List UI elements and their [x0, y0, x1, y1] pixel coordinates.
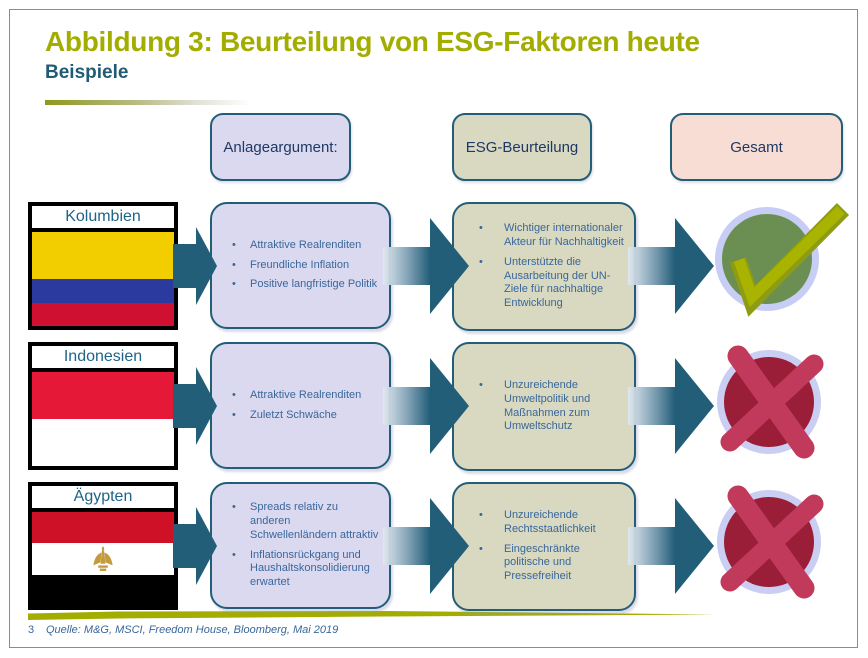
page-number: 3 — [28, 624, 35, 636]
country-label: Ägypten — [32, 486, 174, 512]
flag-block-indonesia — [28, 342, 178, 470]
country-row-aegypten — [0, 482, 868, 612]
arrow-right-icon — [628, 498, 714, 594]
column-header-overall — [670, 113, 843, 181]
brush-stroke-divider — [28, 610, 716, 622]
esg-item: • Wichtiger internationaler Akteur für Nachhaltigkeit — [470, 222, 626, 250]
title-underline — [45, 100, 252, 105]
arrow-right-icon — [383, 218, 469, 314]
flag-block-colombia — [28, 202, 178, 330]
arrow-right-icon — [628, 218, 714, 314]
arrow-right-icon — [628, 358, 714, 454]
page-subtitle: Beispiele — [45, 62, 129, 83]
country-label: Indonesien — [32, 346, 174, 372]
argument-item: • Inflationsrückgang und Haushaltskonsolidierung erwartet — [226, 549, 379, 590]
esg-item: • Eingeschränkte politische und Pressefreiheit — [470, 543, 626, 584]
arrow-right-icon — [173, 367, 217, 445]
esg-item: • Unzureichende Umweltpolitik und Maßnahmen zum Umweltschutz — [470, 379, 626, 434]
flag-stripe — [32, 279, 174, 303]
flag-stripe — [32, 303, 174, 327]
flag-block-egypt — [28, 482, 178, 610]
esg-box — [452, 482, 636, 611]
argument-item: • Attraktive Realrenditen — [226, 239, 379, 253]
source-note: Quelle: M&G, MSCI, Freedom House, Bloomberg, Mai 2019 — [46, 624, 339, 636]
argument-item: • Positive langfristige Politik — [226, 278, 379, 292]
argument-item: • Spreads relativ zu anderen Schwellenländern attraktiv — [226, 501, 379, 542]
flag-stripe — [32, 575, 174, 606]
argument-box — [210, 482, 391, 609]
flag-stripe — [32, 232, 174, 279]
argument-list — [226, 495, 379, 596]
arrow-right-icon — [173, 507, 217, 585]
egypt-eagle-icon — [91, 545, 115, 573]
column-header-argument — [210, 113, 351, 181]
arrow-right-icon — [383, 498, 469, 594]
esg-list — [470, 373, 626, 440]
esg-box — [452, 202, 636, 331]
cross-icon — [704, 482, 852, 610]
flag-stripe — [32, 419, 174, 466]
flag-stripe — [32, 372, 174, 419]
column-header-argument-label: Anlageargument: — [223, 138, 338, 156]
flag-stripe — [32, 512, 174, 543]
argument-item: • Zuletzt Schwäche — [226, 409, 379, 423]
indonesia-flag — [32, 372, 174, 466]
argument-box — [210, 342, 391, 469]
check-icon — [704, 202, 852, 330]
arrow-right-icon — [173, 227, 217, 305]
page-title: Abbildung 3: Beurteilung von ESG-Faktoren heute — [45, 26, 700, 57]
country-label: Kolumbien — [32, 206, 174, 232]
column-header-esg-label: ESG-Beurteilung — [465, 138, 579, 156]
column-header-overall-label: Gesamt — [730, 138, 783, 156]
esg-item: • Unterstützte die Ausarbeitung der UN-Ziele für nachhaltige Entwicklung — [470, 256, 626, 311]
cross-icon — [704, 342, 852, 470]
arrow-right-icon — [383, 358, 469, 454]
country-row-indonesien — [0, 342, 868, 472]
esg-box — [452, 342, 636, 471]
egypt-flag — [32, 512, 174, 606]
flag-stripe — [32, 543, 174, 574]
argument-box — [210, 202, 391, 329]
column-header-esg — [452, 113, 592, 181]
argument-item: • Freundliche Inflation — [226, 259, 379, 273]
country-row-kolumbien — [0, 202, 868, 332]
argument-list — [226, 383, 379, 429]
esg-list — [470, 503, 626, 590]
colombia-flag — [32, 232, 174, 326]
argument-item: • Attraktive Realrenditen — [226, 389, 379, 403]
argument-list — [226, 233, 379, 298]
esg-list — [470, 216, 626, 317]
esg-item: • Unzureichende Rechtsstaatlichkeit — [470, 509, 626, 537]
